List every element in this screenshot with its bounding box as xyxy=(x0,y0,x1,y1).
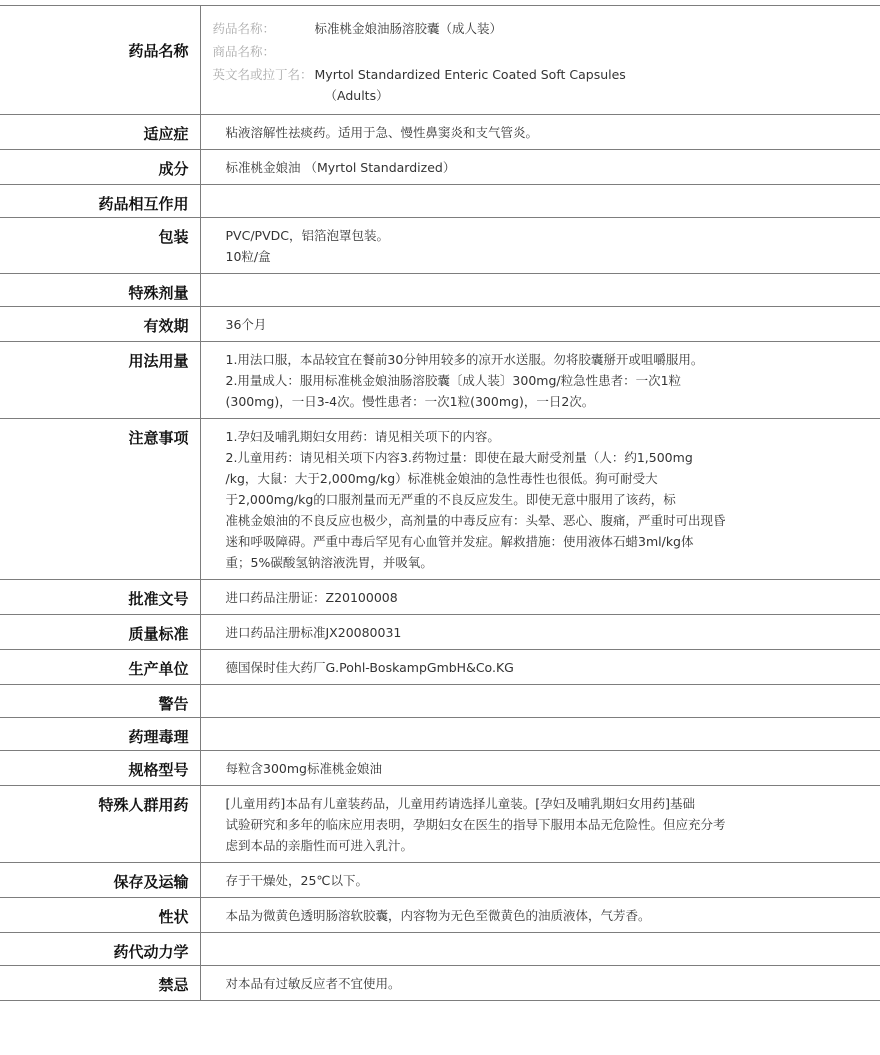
spec-row xyxy=(0,898,880,933)
row-label: 质量标准 xyxy=(0,615,200,650)
row-label: 规格型号 xyxy=(0,751,200,786)
value-line: /kg，大鼠：大于2,000mg/kg）标准桃金娘油的急性毒性也很低。狗可耐受大 xyxy=(225,471,658,486)
value-line: 标准桃金娘油 （Myrtol Standardized） xyxy=(225,160,456,175)
row-label: 有效期 xyxy=(0,307,200,342)
value-line: 准桃金娘油的不良反应也极少，高剂量的中毒反应有：头晕、恶心、腹痛，严重时可出现昏 xyxy=(225,513,726,528)
row-label: 成分 xyxy=(0,150,200,185)
spec-row xyxy=(0,685,880,718)
spec-row xyxy=(0,419,880,580)
spec-row xyxy=(0,150,880,185)
row-label: 用法用量 xyxy=(0,342,200,419)
value-line: 1.用法口服，本品较宜在餐前30分钟用较多的凉开水送服。勿将胶囊掰开或咀嚼服用。 xyxy=(225,352,704,367)
row-value xyxy=(200,307,880,342)
spec-row xyxy=(0,650,880,685)
drug-spec-body xyxy=(0,6,880,1001)
value-line: 德国保时佳大药厂G.Pohl-BoskampGmbH&Co.KG xyxy=(225,660,514,675)
row-value xyxy=(200,185,880,218)
value-line: [儿童用药]本品有儿童装药品，儿童用药请选择儿童装。[孕妇及哺乳期妇女用药]基础 xyxy=(225,796,696,811)
name-subtable xyxy=(211,16,628,108)
value-line: 2.用量成人：服用标准桃金娘油肠溶胶囊〔成人装〕300mg/粒急性患者：一次1粒 xyxy=(225,373,682,388)
value-line: 10粒/盒 xyxy=(225,249,271,264)
row-value xyxy=(200,863,880,898)
row-label: 特殊人群用药 xyxy=(0,786,200,863)
spec-row xyxy=(0,218,880,274)
value-line: 1.孕妇及哺乳期妇女用药：请见相关项下的内容。 xyxy=(225,429,500,444)
value-line: 迷和呼吸障碍。严重中毒后罕见有心血管并发症。解救措施：使用液体石蜡3ml/kg体 xyxy=(225,534,694,549)
generic-name-key: 药品名称： xyxy=(212,21,276,36)
value-line: 进口药品注册标准JX20080031 xyxy=(225,625,402,640)
row-value xyxy=(200,966,880,1001)
row-label: 药代动力学 xyxy=(0,933,200,966)
row-label: 药品名称 xyxy=(0,6,200,115)
spec-row xyxy=(0,307,880,342)
row-label: 保存及运输 xyxy=(0,863,200,898)
row-value xyxy=(200,933,880,966)
spec-row xyxy=(0,185,880,218)
row-label: 禁忌 xyxy=(0,966,200,1001)
spec-row xyxy=(0,786,880,863)
spec-row xyxy=(0,933,880,966)
value-line: 重；5%碳酸氢钠溶液洗胃，并吸氧。 xyxy=(225,555,433,570)
value-line: 36个月 xyxy=(225,317,267,332)
value-line: 本品为微黄色透明肠溶软胶囊，内容物为无色至微黄色的油质液体，气芳香。 xyxy=(225,908,651,923)
row-value xyxy=(200,274,880,307)
spec-row xyxy=(0,342,880,419)
trade-name-value xyxy=(315,41,626,62)
value-line: (300mg)，一日3-4次。慢性患者：一次1粒(300mg)，一日2次。 xyxy=(225,394,595,409)
row-value xyxy=(200,6,880,115)
spec-row xyxy=(0,615,880,650)
row-value xyxy=(200,115,880,150)
row-label: 药品相互作用 xyxy=(0,185,200,218)
row-value xyxy=(200,898,880,933)
spec-row xyxy=(0,115,880,150)
value-line: 对本品有过敏反应者不宜使用。 xyxy=(225,976,401,991)
english-name-line: Myrtol Standardized Enteric Coated Soft Capsules xyxy=(314,67,626,82)
trade-name-key: 商品名称： xyxy=(212,44,276,59)
row-label: 药理毒理 xyxy=(0,718,200,751)
value-line: 进口药品注册证：Z20100008 xyxy=(225,590,398,605)
row-label: 包装 xyxy=(0,218,200,274)
row-value xyxy=(200,419,880,580)
value-line: 每粒含300mg标准桃金娘油 xyxy=(225,761,382,776)
value-line: PVC/PVDC，铝箔泡罩包装。 xyxy=(225,228,389,243)
row-value xyxy=(200,718,880,751)
row-value xyxy=(200,650,880,685)
value-line: 于2,000mg/kg的口服剂量而无严重的不良反应发生。即使无意中服用了该药，标 xyxy=(225,492,676,507)
row-value xyxy=(200,218,880,274)
row-label: 适应症 xyxy=(0,115,200,150)
row-label: 性状 xyxy=(0,898,200,933)
spec-row xyxy=(0,966,880,1001)
row-label: 批准文号 xyxy=(0,580,200,615)
row-drug-name xyxy=(0,6,880,115)
spec-row xyxy=(0,718,880,751)
row-value xyxy=(200,150,880,185)
row-label: 警告 xyxy=(0,685,200,718)
english-name-value xyxy=(315,64,626,106)
row-label: 特殊剂量 xyxy=(0,274,200,307)
drug-spec-table xyxy=(0,5,880,1001)
value-line: 粘液溶解性祛痰药。适用于急、慢性鼻窦炎和支气管炎。 xyxy=(225,125,539,140)
generic-name-value: 标准桃金娘油肠溶胶囊（成人装） xyxy=(314,21,503,36)
row-label: 生产单位 xyxy=(0,650,200,685)
row-value xyxy=(200,786,880,863)
row-value xyxy=(200,342,880,419)
row-value xyxy=(200,751,880,786)
row-value xyxy=(200,615,880,650)
value-line: 虑到本品的亲脂性而可进入乳汁。 xyxy=(225,838,414,853)
row-label: 注意事项 xyxy=(0,419,200,580)
spec-row xyxy=(0,580,880,615)
spec-row xyxy=(0,863,880,898)
spec-row xyxy=(0,751,880,786)
value-line: 试验研究和多年的临床应用表明，孕期妇女在医生的指导下服用本品无危险性。但应充分考 xyxy=(225,817,726,832)
value-line: 2.儿童用药：请见相关项下内容3.药物过量：即使在最大耐受剂量（人：约1,500mg xyxy=(225,450,693,465)
english-name-key: 英文名或拉丁名： xyxy=(212,67,313,82)
value-line: 存于干燥处，25℃以下。 xyxy=(225,873,368,888)
row-value xyxy=(200,580,880,615)
row-value xyxy=(200,685,880,718)
spec-row xyxy=(0,274,880,307)
english-name-line: （Adults） xyxy=(324,88,389,103)
